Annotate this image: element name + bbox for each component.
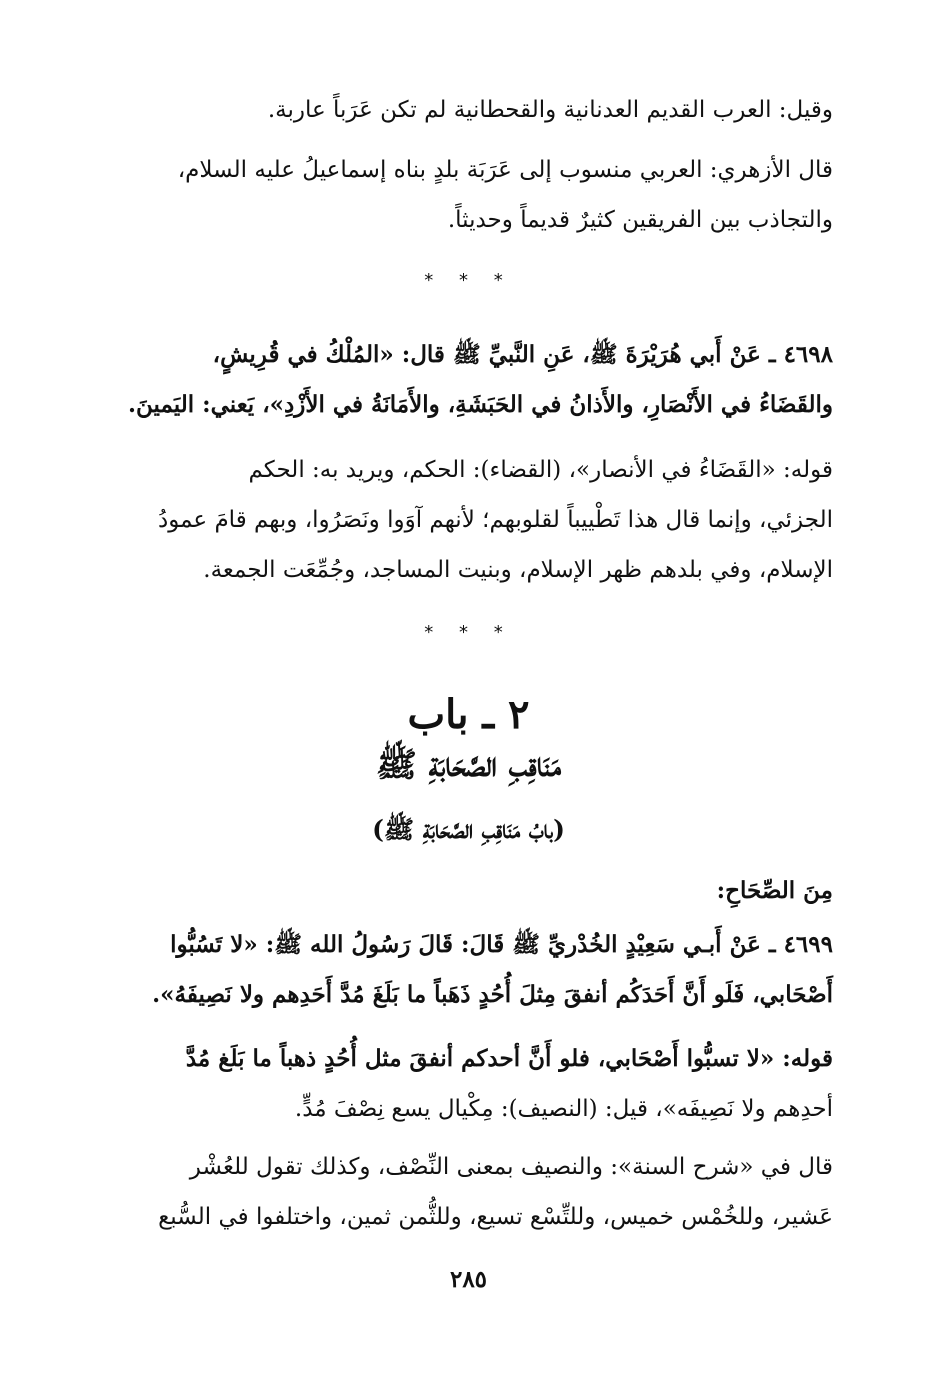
chapter-heading bbox=[0, 690, 937, 790]
hadith-4699 bbox=[103, 920, 833, 1020]
sharh-al-sunna bbox=[103, 1142, 833, 1242]
chapter-title: مَنَاقِبِ الصَّحَابَةِ ﷺ bbox=[375, 745, 562, 785]
text-line: الجزئي، وإنما قال هذا تَطْييباً لقلوبهم؛ لأنهم آوَوا ونَصَرُوا، وبهم قامَ عمودُ bbox=[157, 507, 833, 533]
subheading-text: (بابُ مَنَاقِبِ الصَّحَابَةِ ﷺ) bbox=[372, 815, 565, 844]
text-line: أَصْحَابي، فَلَو أَنَّ أَحَدَكُم أنفقَ مِثلَ أُحُدٍ ذَهَباً ما بَلَغَ مُدَّ أَحَدِهم ولا نَصِيفَهُ». bbox=[152, 981, 833, 1008]
section-separator: * * * bbox=[424, 270, 513, 291]
text-line: وقيل: العرب القديم العدنانية والقحطانية لم تكن عَرَباً عاربة. bbox=[267, 97, 833, 123]
text-line: أحدِهم ولا نَصِيفَه»، قيل: (النصيف): مِكْيال يسع نِصْفَ مُدٍّ. bbox=[294, 1096, 833, 1122]
source-label-text: مِنَ الصِّحَاحِ: bbox=[716, 877, 833, 904]
source-label bbox=[103, 866, 833, 916]
commentary-4698 bbox=[103, 445, 833, 595]
paragraph-arab-definition bbox=[103, 85, 833, 135]
text-line: والقَضَاءُ في الأَنْصَارِ، والأَذانُ في الحَبَشَةِ، والأَمَانَةُ في الأَزْدِ»، يَعني: اليَمينَ. bbox=[128, 391, 833, 418]
hadith-4698 bbox=[103, 330, 833, 430]
text-line: ٤٦٩٩ ـ عَنْ أَبـي سَعِيْدٍ الخُدْريِّ ﷺ قَالَ: قَالَ رَسُولُ الله ﷺ: «لا تَسُبُّوا bbox=[170, 931, 833, 958]
section-separator: * * * bbox=[424, 622, 513, 643]
commentary-4699 bbox=[103, 1034, 833, 1134]
text-line: ٤٦٩٨ ـ عَنْ أَبي هُرَيْرَةَ ﷺ، عَنِ النَّبيِّ ﷺ قال: «المُلْكُ في قُرِيشٍ، bbox=[212, 341, 833, 368]
chapter-number: ٢ ـ باب bbox=[407, 691, 530, 738]
text-line: قوله: «لا تسبُّوا أَصْحَابي، فلو أَنَّ أحدكم أنفقَ مثل أُحُدٍ ذهباً ما بَلَغ مُدَّ bbox=[185, 1045, 833, 1072]
text-line: قال في «شرح السنة»: والنصيف بمعنى النِّصْف، وكذلك تقول للعُشْر bbox=[189, 1154, 833, 1180]
text-line: والتجاذب بين الفريقين كثيرٌ قديماً وحديثاً. bbox=[447, 207, 833, 233]
chapter-subheading bbox=[0, 808, 937, 852]
paragraph-azhari bbox=[103, 145, 833, 245]
text-line: قوله: «القَضَاءُ في الأنصار»، (القضاء): الحكم، ويريد به: الحكم bbox=[248, 457, 833, 483]
text-line: قال الأزهري: العربي منسوب إلى عَرَبَة بلدٍ بناه إسماعيلُ عليه السلام، bbox=[177, 157, 833, 183]
page-number: ٢٨٥ bbox=[449, 1266, 488, 1293]
text-line: الإسلام، وفي بلدهم ظهر الإسلام، وبنيت المساجد، وجُمِّعَت الجمعة. bbox=[203, 557, 833, 583]
text-line: عَشير، وللخُمْس خميس، وللتِّسْع تسيع، وللثُّمن ثمين، واختلفوا في السُّبع bbox=[158, 1204, 833, 1230]
